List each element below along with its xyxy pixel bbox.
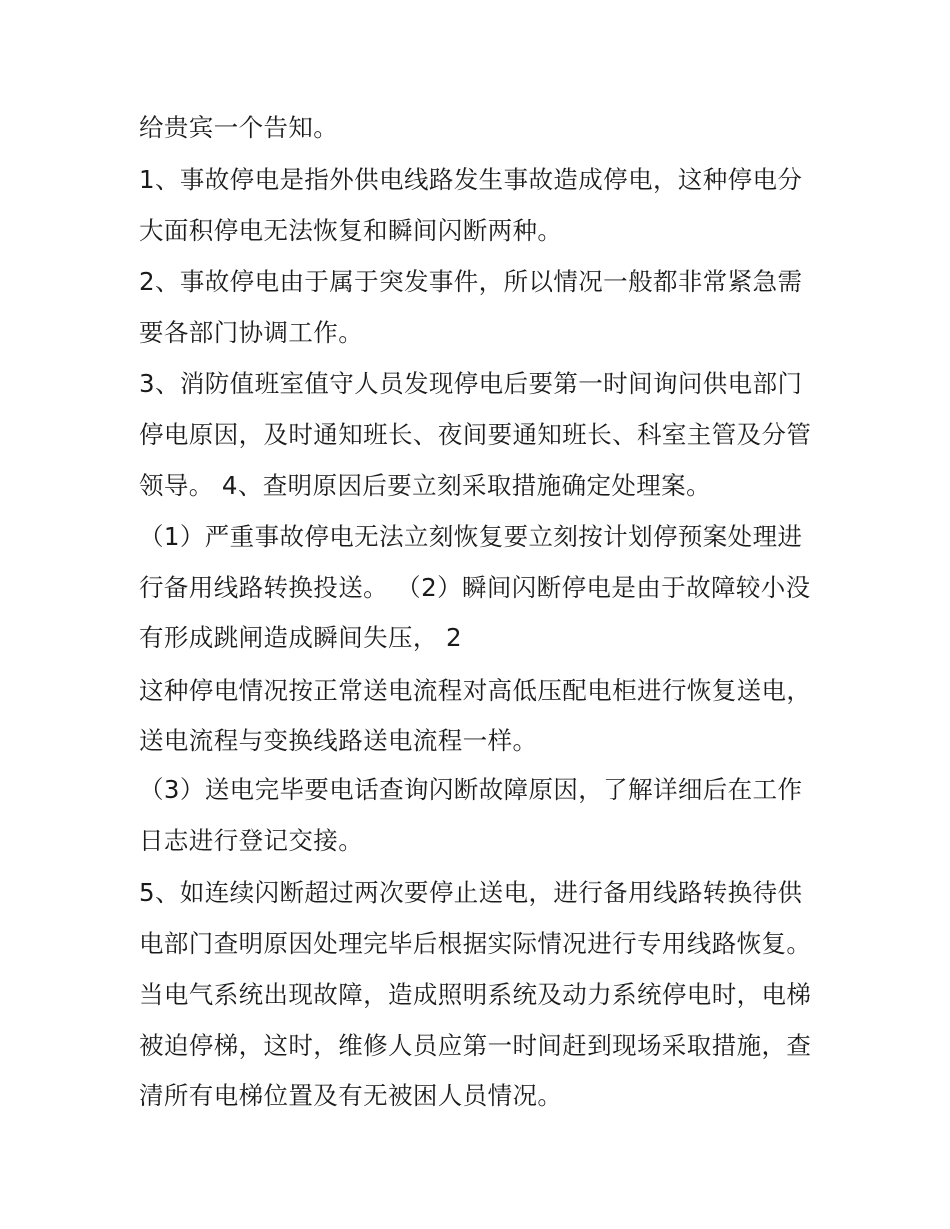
text-line: 这种停电情况按正常送电流程对高低压配电柜进行恢复送电， (139, 676, 812, 705)
text-line: 3、消防值班室值守人员发现停电后要第一时间询问供电部门 (139, 369, 803, 398)
text-line: 大面积停电无法恢复和瞬间闪断两种。 (139, 216, 563, 245)
text-line: （1）严重事故停电无法立刻恢复要立刻按计划停预案处理进 (139, 522, 803, 551)
text-line: 给贵宾一个告知。 (139, 113, 339, 142)
text-line: 清所有电梯位置及有无被困人员情况。 (139, 1081, 563, 1110)
text-line: 要各部门协调工作。 (139, 318, 364, 347)
text-line: 1、事故停电是指外供电线路发生事故造成停电，这种停电分 (139, 165, 803, 194)
text-line: 送电流程与变换线路送电流程一样。 (139, 726, 538, 755)
text-line: 日志进行登记交接。 (139, 826, 364, 855)
text-line: 5、如连续闪断超过两次要停止送电，进行备用线路转换待供 (139, 878, 803, 907)
text-line: 2、事故停电由于属于突发事件，所以情况一般都非常紧急需 (139, 267, 803, 296)
text-line: 有形成跳闸造成瞬间失压， 2 (139, 623, 462, 652)
text-line: 停电原因，及时通知班长、夜间要通知班长、科室主管及分管 (139, 420, 812, 449)
text-line: （3）送电完毕要电话查询闪断故障原因，了解详细后在工作 (139, 775, 803, 804)
text-line: 行备用线路转换投送。 （2）瞬间闪断停电是由于故障较小没 (139, 573, 811, 602)
text-line: 电部门查明原因处理完毕后根据实际情况进行专用线路恢复。 (139, 929, 812, 958)
text-line: 被迫停梯，这时，维修人员应第一时间赶到现场采取措施，查 (139, 1031, 812, 1060)
text-line: 当电气系统出现故障，造成照明系统及动力系统停电时，电梯 (139, 980, 812, 1009)
text-line: 领导。 4、查明原因后要立刻采取措施确定处理案。 (139, 471, 711, 500)
